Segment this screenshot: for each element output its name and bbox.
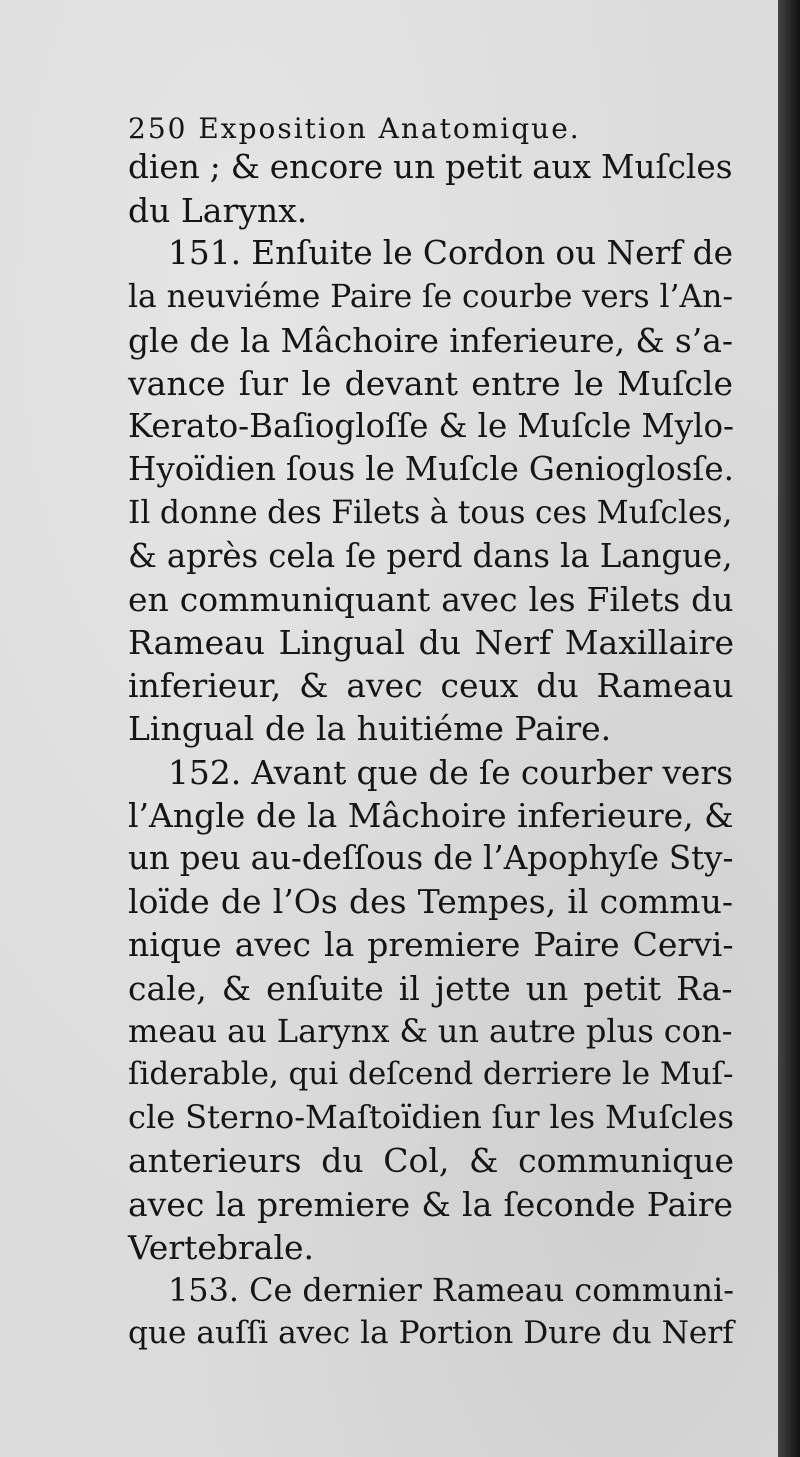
text-line: l’Angle de la Mâchoire inferieure, &	[128, 795, 734, 835]
text-line: un peu au-deſſous de l’Apophyſe Sty-	[128, 839, 734, 877]
text-line: la neuviéme Paire ſe courbe vers l’An-	[128, 278, 733, 315]
body-text	[128, 146, 736, 1355]
text-line: 153. Ce dernier Rameau communi-	[168, 1270, 734, 1309]
text-line: Rameau Lingual du Nerf Maxillaire	[128, 623, 734, 663]
text-line: 152. Avant que de ſe courber vers	[168, 752, 733, 792]
text-line: & après cela ſe perd dans la Langue,	[128, 536, 733, 575]
text-line: du Larynx.	[128, 191, 308, 231]
text-line: meau au Larynx & un autre plus con-	[128, 1011, 733, 1050]
text-line: Il donne des Filets à tous ces Muſcles,	[128, 494, 733, 531]
text-line: ſiderable, qui deſcend derriere le Muſ-	[128, 1055, 734, 1092]
text-line: inferieur, & avec ceux du Rameau	[128, 666, 734, 706]
text-line: Lingual de la huitiéme Paire.	[128, 709, 612, 749]
text-line: Hyoïdien ſous le Muſcle Genioglosſe.	[128, 450, 734, 489]
text-block	[128, 112, 736, 1355]
text-line: vance ſur le devant entre le Muſcle	[128, 363, 733, 403]
page-edge-shadow	[778, 0, 800, 1457]
text-line: anterieurs du Col, & communique	[128, 1141, 734, 1181]
text-line: 151. Enſuite le Cordon ou Nerf de	[168, 234, 733, 273]
running-head: 250 Exposition Anatomique.	[128, 112, 581, 145]
text-line: cle Sterno-Maſtoïdien ſur les Muſcles	[128, 1098, 734, 1137]
text-line: cale, & enſuite il jette un petit Ra-	[128, 968, 733, 1008]
text-line: Kerato-Baſiogloſſe & le Muſcle Mylo-	[128, 407, 734, 446]
text-line: Vertebrale.	[128, 1227, 315, 1267]
text-line: que auſſi avec la Portion Dure du Nerf	[128, 1315, 734, 1352]
text-line: loïde de l’Os des Tempes, il commu-	[128, 882, 733, 922]
text-line: nique avec la premiere Paire Cervi-	[128, 925, 734, 965]
text-line: avec la premiere & la ſeconde Paire	[128, 1184, 733, 1224]
text-line: en communiquant avec les Filets du	[128, 579, 734, 619]
text-line: gle de la Mâchoire inferieure, & s’a-	[128, 320, 733, 360]
text-line: dien ; & encore un petit aux Muſcles	[128, 148, 733, 186]
